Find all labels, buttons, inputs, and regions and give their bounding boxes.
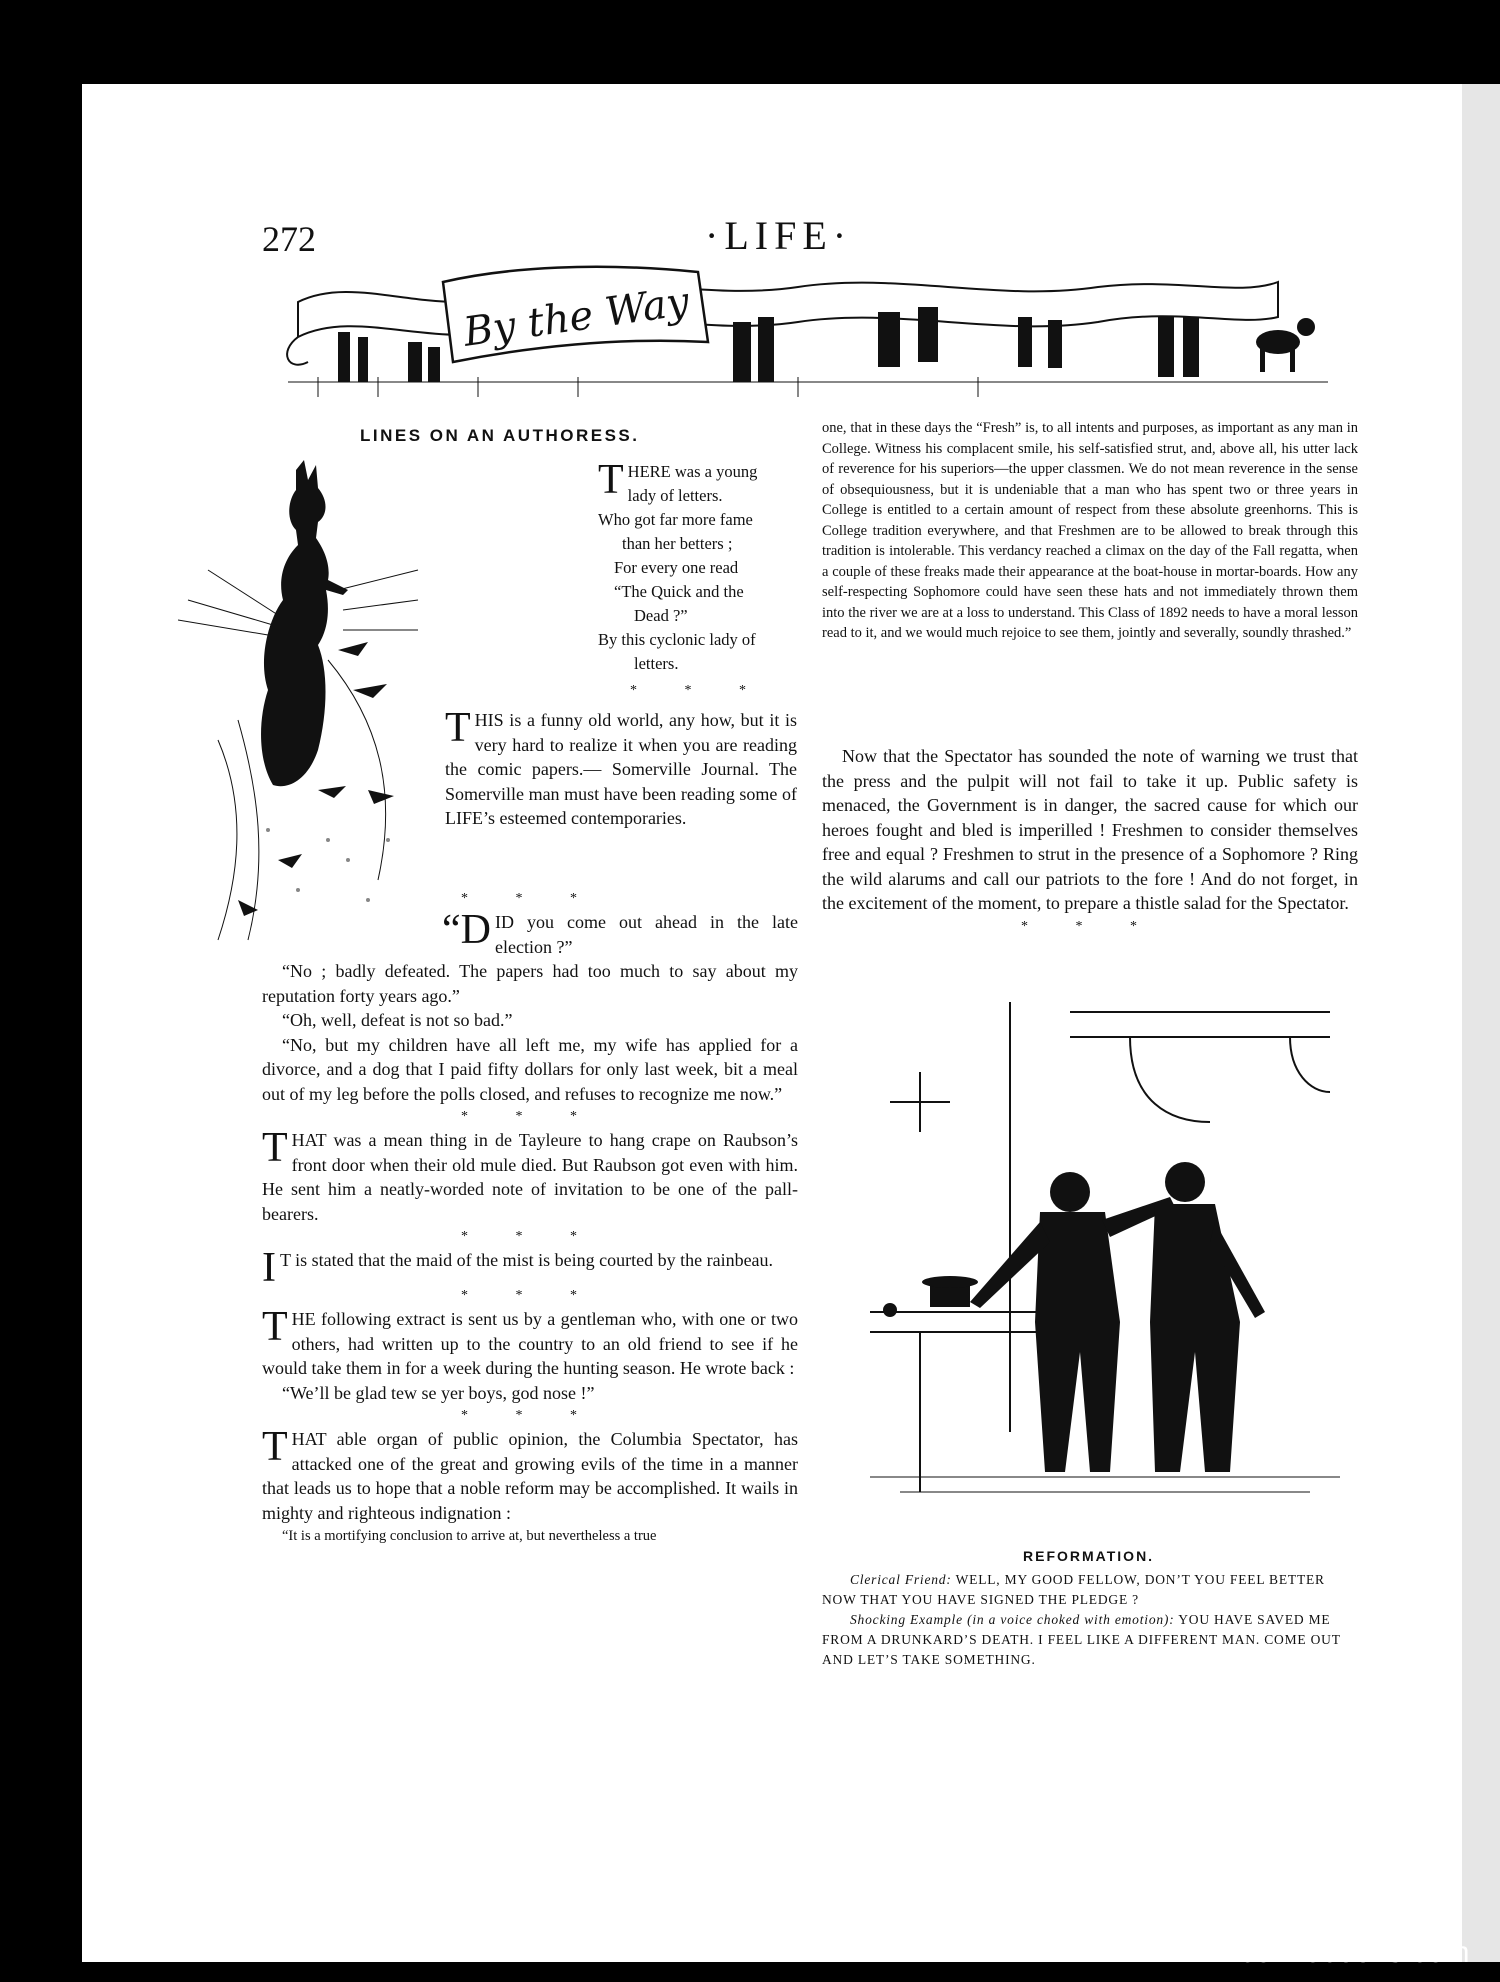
paragraph-text: ID you come out ahead in the late election ?” [494,912,798,957]
dropcap: T [262,1125,288,1171]
caption-text: WELL, MY GOOD FELLOW, DON’T YOU FEEL BETTER NOW THAT YOU HAVE SIGNED THE PLEDGE ? [822,1572,1325,1607]
stars: * * * [461,891,599,906]
by-the-way-banner [278,262,1338,402]
stars: * * * [461,1288,599,1303]
poem-dropcap: T [598,457,624,503]
poem-authoress [598,457,798,676]
poem-line: By this cyclonic lady of [598,630,756,649]
quote-start: “It is a mortifying conclusion to arrive at, but nevertheless a true [282,1528,657,1544]
stars: * * * [461,1408,599,1423]
paragraph-text: HAT able organ of public opinion, the Columbia Spectator, has attacked one of the great and growing evils of the time in a manner that leads us to hope that a noble reform may be accomplished. It wails in mighty and righteous indignation : [262,1429,798,1523]
dropcap: T [262,1424,288,1470]
left-column-body [262,888,798,1547]
dropcap: I [262,1245,276,1291]
dropcap: T [262,1304,288,1350]
masthead-life: ·LIFE· [705,213,853,258]
poem-line: “The Quick and the [614,582,744,601]
caption-speaker: Clerical Friend: [850,1572,952,1587]
stars: * * * [461,1229,599,1244]
poem-line: For every one read [614,558,739,577]
stars: * * * [461,1109,599,1124]
caption [822,1570,1358,1670]
paragraph-text: “We’ll be glad tew se yer boys, god nose !” [282,1382,595,1403]
paragraph-text: HAT was a mean thing in de Tayleure to hang crape on Raubson’s front door when their old mule died. But Raubson got even with him. He sent him a neatly-worded note of invitation to be one of the pall-bearers. [262,1130,798,1224]
stars: * * * [1021,918,1159,934]
page-edge [1462,84,1500,1962]
poem-line: than her betters ; [622,534,733,553]
stars: * * * [630,683,768,698]
poem-line: Who got far more fame [598,510,753,529]
reformation-illustration [870,992,1340,1532]
article-title-authoress: LINES ON AN AUTHORESS. [360,426,640,445]
page-number: 272 [262,219,316,259]
dropcap: “D [442,907,491,953]
caption-title: REFORMATION. [1023,1548,1155,1564]
poem-line: letters. [634,654,679,673]
dropcap: T [445,705,471,751]
paragraph-text: HE following extract is sent us by a gentleman who, with one or two others, had written up to the country to an old friend to see if he would take them in for a week during the hunting season. He wrote back : [262,1309,798,1378]
paragraph-text: Now that the Spectator has sounded the note of warning we trust that the press and the pulpit will not fail to take it up. Public safety is menaced, the Government is in danger, the sacred cause for which our heroes fought and bled is imperilled ! Freshmen to consider themselves free and equal ? Freshmen to strut in the presence of a Sophomore ? Ring the wild alarums and call our patriots to the fore ! And do not forget, in the excitement of the moment, to prepare a thistle salad for the Spectator. [822,746,1358,913]
stars-divider [600,680,798,702]
paragraph-text: “No ; badly defeated. The papers had too much to say about my reputation forty years ago.” [262,961,798,1006]
poem-line: lady of letters. [627,486,723,505]
paragraph-funny-world [445,705,797,831]
spectator-quote: one, that in these days the “Fresh” is, to all intents and purposes, as important as any man in College. Witness his complacent smile, his self-satisfied strut, and, above all, his utter lack of reverence for his superiors—the upper classmen. We do not mean reverence in the sense of obsequiousness, but it is undeniable that a man who has spent two or three years in College is entitled to a certain amount of respect from these absolute greenhorns. This is College tradition everywhere, and that Freshmen are to be allowed to break through this tradition is intolerable. This verdancy reached a climax on the day of the Fall regatta, when a couple of these freaks made their appearance at the boat-house in mortar-boards. How any self-respecting Sophomore could have seen these hats and not immediately thrown them into the river we are at a loss to understand. This Class of 1892 needs to have a moral lesson read to it, and we would much rejoice to see them, jointly and severally, soundly thrashed.” [822,420,1358,641]
paragraph-text: “No, but my children have all left me, my wife has applied for a divorce, and a dog that I paid fifty dollars for only last week, bit a meal out of my leg before the polls closed, and refuses to recognize me now.” [262,1034,798,1104]
banner-title: By the Way [460,278,692,356]
paragraph-text: T is stated that the maid of the mist is being courted by the rainbeau. [280,1250,774,1270]
watermark: comicbooks.com [1239,1936,1470,1969]
paragraph-text: HIS is a funny old world, any how, but it is very hard to realize it when you are reading the comic papers.— Somerville Journal. The Somerville man must have been reading some of LIFE’s esteemed contemporaries. [445,710,797,828]
caption-text: YOU HAVE SAVED ME FROM A DRUNKARD’S DEATH. I FEEL LIKE A DIFFERENT MAN. COME OUT AND LET’S TAKE SOMETHING. [822,1612,1341,1667]
poem-line: Dead ?” [634,606,688,625]
paragraph-text: “Oh, well, defeat is not so bad.” [282,1010,513,1030]
authoress-silhouette-illustration [178,460,423,950]
spectator-commentary [822,744,1358,938]
caption-speaker: Shocking Example (in a voice choked with emotion): [850,1612,1175,1627]
poem-line: HERE was a young [627,462,758,481]
